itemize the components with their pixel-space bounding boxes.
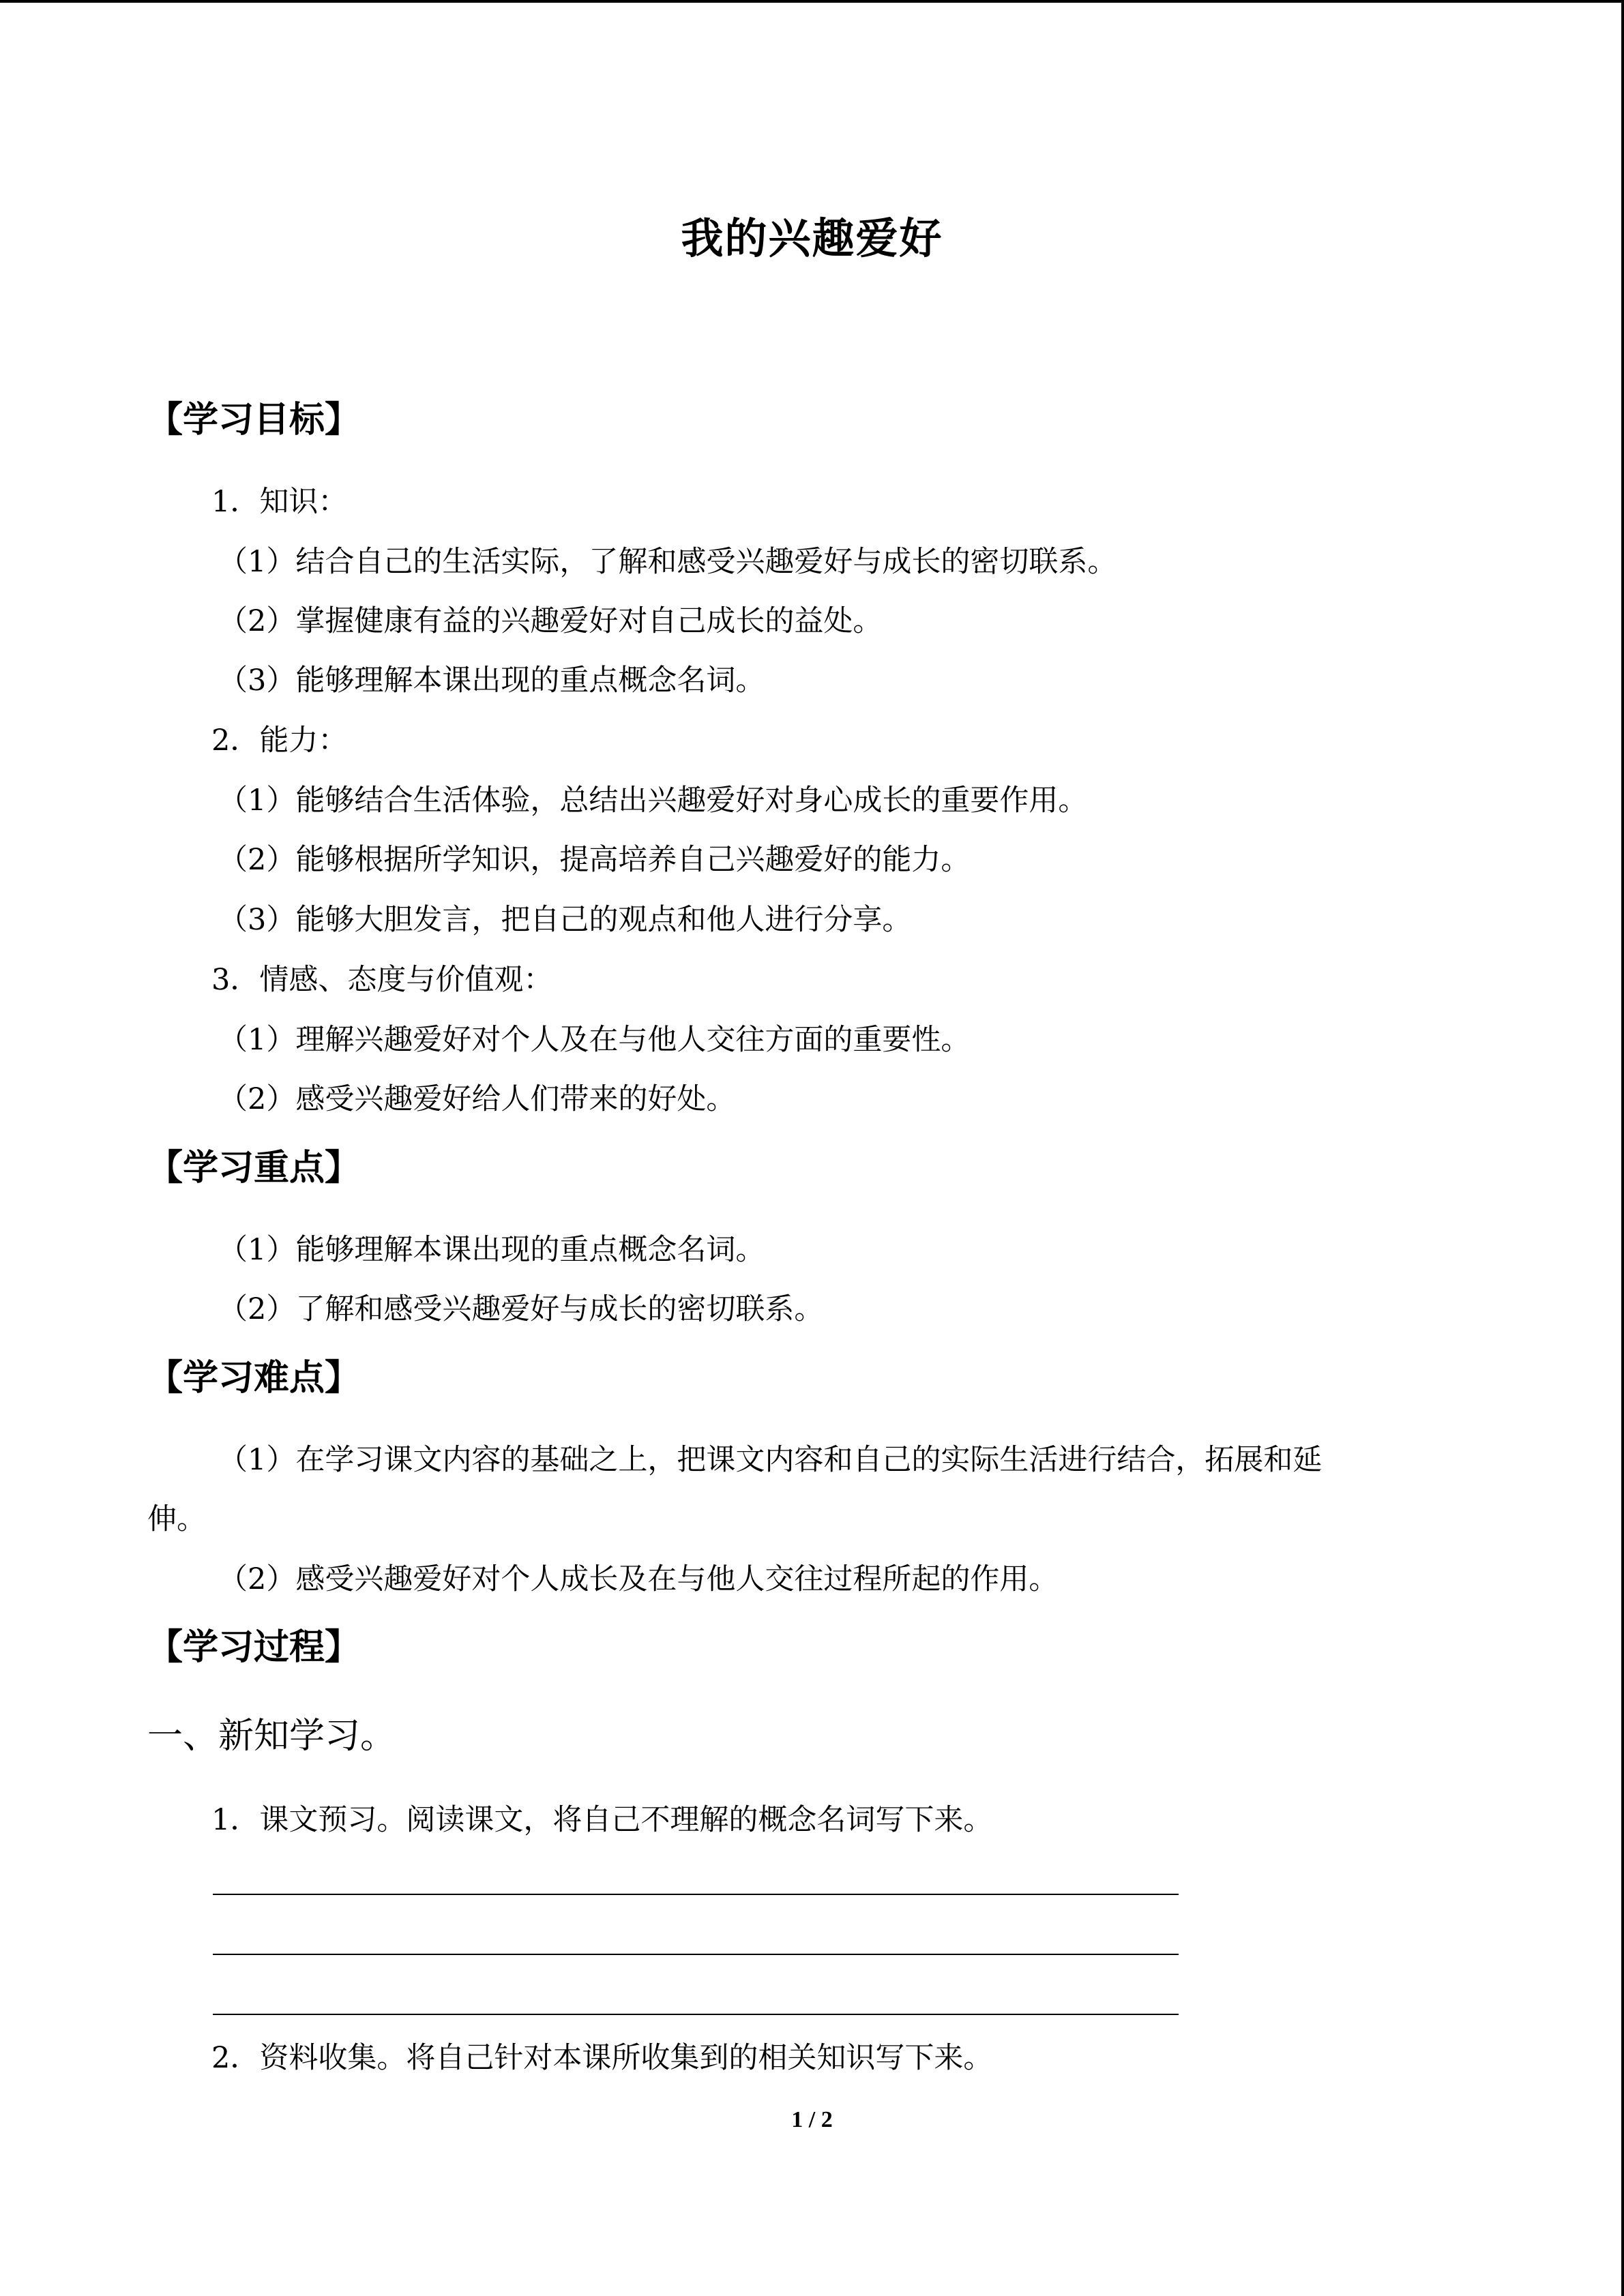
objective-line: （1）能够结合生活体验，总结出兴趣爱好对身心成长的重要作用。 [218, 784, 1088, 818]
objective-line: 1．知识： [211, 485, 348, 519]
page-number: 1 / 2 [791, 2107, 833, 2132]
answer-line [213, 2014, 1179, 2015]
objective-line: （1）理解兴趣爱好对个人及在与他人交往方面的重要性。 [218, 1023, 971, 1057]
answer-line [213, 1894, 1179, 1895]
part-heading-new-knowledge: 一、新知学习。 [147, 1716, 396, 1757]
objective-line: （2）感受兴趣爱好给人们带来的好处。 [218, 1082, 736, 1116]
answer-line [213, 1954, 1179, 1955]
difficulty-line-continued: 伸。 [147, 1502, 206, 1536]
objective-line: 2．能力： [211, 724, 348, 758]
page-right-border [1621, 0, 1624, 2296]
process-item: 2．资料收集。将自己针对本课所收集到的相关知识写下来。 [211, 2041, 993, 2075]
page-top-border [0, 0, 1624, 3]
key-point-line: （1）能够理解本课出现的重点概念名词。 [218, 1233, 765, 1267]
objective-line: （3）能够大胆发言，把自己的观点和他人进行分享。 [218, 903, 912, 937]
key-point-line: （2）了解和感受兴趣爱好与成长的密切联系。 [218, 1292, 824, 1326]
section-heading-process: 【学习过程】 [147, 1627, 361, 1668]
objective-line: （1）结合自己的生活实际，了解和感受兴趣爱好与成长的密切联系。 [218, 545, 1117, 579]
difficulty-line: （1）在学习课文内容的基础之上，把课文内容和自己的实际生活进行结合，拓展和延 [218, 1443, 1323, 1477]
section-heading-key-points: 【学习重点】 [147, 1148, 361, 1189]
process-item: 1．课文预习。阅读课文，将自己不理解的概念名词写下来。 [211, 1803, 993, 1837]
objective-line: （2）掌握健康有益的兴趣爱好对自己成长的益处。 [218, 604, 883, 638]
section-heading-objectives: 【学习目标】 [147, 400, 361, 441]
document-title: 我的兴趣爱好 [681, 213, 943, 263]
section-heading-difficulties: 【学习难点】 [147, 1358, 361, 1399]
objective-line: （2）能够根据所学知识，提高培养自己兴趣爱好的能力。 [218, 843, 971, 877]
objective-line: 3．情感、态度与价值观： [211, 963, 553, 997]
difficulty-line: （2）感受兴趣爱好对个人成长及在与他人交往过程所起的作用。 [218, 1562, 1059, 1596]
objective-line: （3）能够理解本课出现的重点概念名词。 [218, 664, 765, 698]
